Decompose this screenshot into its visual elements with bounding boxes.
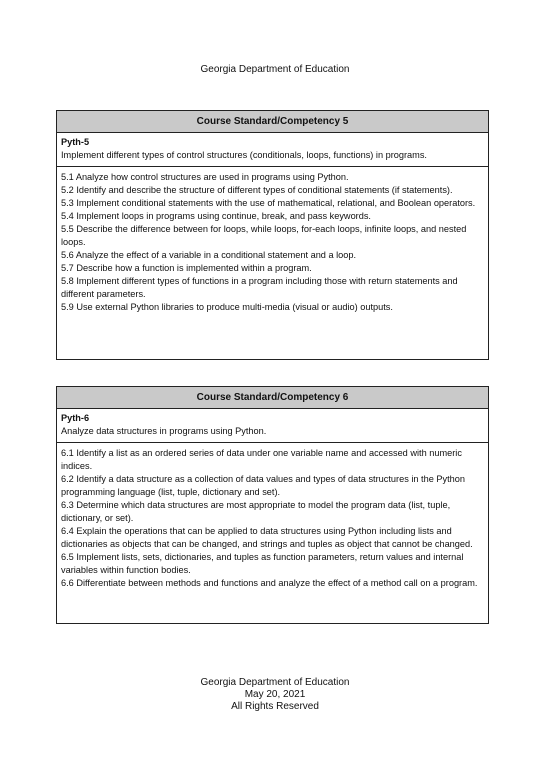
standard-table-6 — [56, 386, 489, 624]
footer-rights: All Rights Reserved — [231, 701, 319, 712]
element-item: 5.6 Analyze the effect of a variable in a conditional statement and a loop. — [61, 250, 357, 260]
standard-code-cell — [57, 133, 488, 167]
element-item: 5.7 Describe how a function is implemented within a program. — [61, 263, 312, 273]
element-item: 6.2 Identify a data structure as a collection of data values and types of data structures in the Python programming language (list, tuple, dictionary and set). — [61, 474, 465, 497]
standard-description: Implement different types of control structures (conditionals, loops, functions) in programs. — [61, 150, 427, 160]
page-header: Georgia Department of Education — [200, 64, 350, 75]
standard-code: Pyth-6 — [61, 413, 90, 423]
element-item: 6.6 Differentiate between methods and functions and analyze the effect of a method call on a program. — [61, 578, 478, 588]
standard-elements — [57, 443, 488, 594]
standard-code-cell — [57, 409, 488, 443]
element-item: 5.1 Analyze how control structures are used in programs using Python. — [61, 172, 349, 182]
standard-description: Analyze data structures in programs using Python. — [61, 426, 267, 436]
element-item: 5.4 Implement loops in programs using continue, break, and pass keywords. — [61, 211, 371, 221]
element-item: 6.3 Determine which data structures are most appropriate to model the program data (list, tuple, dictionary, or set). — [61, 500, 451, 523]
element-item: 6.1 Identify a list as an ordered series of data under one variable name and accessed with numeric indices. — [61, 448, 462, 471]
standard-elements — [57, 167, 488, 318]
element-item: 6.5 Implement lists, sets, dictionaries, and tuples as function parameters, return values and internal variables within function bodies. — [61, 552, 464, 575]
standard-heading: Course Standard/Competency 6 — [57, 387, 488, 409]
element-item: 5.8 Implement different types of functions in a program including those with return statements and different parameters. — [61, 276, 458, 299]
element-item: 5.5 Describe the difference between for loops, while loops, for-each loops, infinite loops, and nested loops. — [61, 224, 467, 247]
element-item: 6.4 Explain the operations that can be applied to data structures using Python including lists and dictionaries as objects that can be changed, and strings and tuples as object that cannot be changed. — [61, 526, 473, 549]
standard-heading: Course Standard/Competency 5 — [57, 111, 488, 133]
element-item: 5.9 Use external Python libraries to produce multi-media (visual or audio) outputs. — [61, 302, 393, 312]
standard-code: Pyth-5 — [61, 137, 90, 147]
footer-org: Georgia Department of Education — [200, 677, 350, 688]
standard-table-5 — [56, 110, 489, 360]
page-footer — [0, 677, 550, 713]
element-item: 5.3 Implement conditional statements with the use of mathematical, relational, and Boolean operators. — [61, 198, 476, 208]
footer-date: May 20, 2021 — [244, 689, 306, 700]
element-item: 5.2 Identify and describe the structure of different types of conditional statements (if statements). — [61, 185, 453, 195]
